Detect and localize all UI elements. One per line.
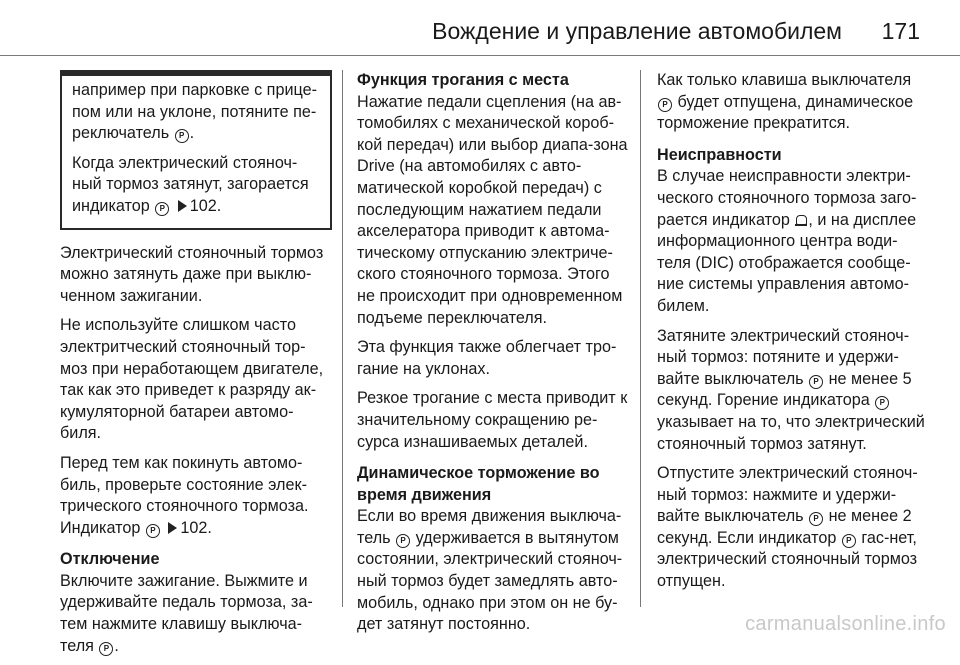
note-paragraph: например при парковке с прице-пом или на уклоне, потяните пе-реключатель P .	[72, 81, 317, 143]
parking-brake-icon: P	[155, 202, 169, 216]
note-paragraph: Когда электрический стояноч-ный тормоз затянут, загорается индикатор P 102.	[72, 153, 309, 215]
parking-brake-icon: P	[809, 512, 823, 526]
body-paragraph: Нажатие педали сцепления (на ав-томобилях с механической короб-кой передач) или выбор диапа-зона Drive (на автомобилях с авто-матической коробкой передач) с последующим нажатием педали акселератора приводит к автома-тическому отпусканию электриче-ского стояночного тормоза. Этого не происходит при одновременном подъеме переключателя.	[357, 92, 628, 327]
column-middle	[357, 70, 629, 644]
parking-brake-icon: P	[875, 396, 889, 410]
section-heading: Динамическое торможение во время движения	[357, 464, 600, 504]
body-paragraph: Отпустите электрический стояноч-ный тормоз: нажмите и удержи-вайте выключатель P не менее 2 секунд. Если индикатор P гас-нет, электрический стояночный тормоз отпущен.	[657, 464, 918, 591]
parking-brake-icon: P	[99, 642, 113, 656]
body-paragraph: Перед тем как покинуть автомо-биль, проверьте состояние элек-трического стояночного тормоза. Индикатор P 102.	[60, 453, 309, 537]
cross-reference-arrow-icon	[168, 522, 177, 534]
parking-brake-icon: P	[809, 375, 823, 389]
body-paragraph: Резкое трогание с места приводит к значительному сокращению ре-сурса изнашиваемых деталей.	[357, 389, 628, 451]
column-divider	[640, 70, 641, 607]
body-paragraph: Эта функция также облегчает тро-гание на уклонах.	[357, 338, 617, 378]
section-heading: Неисправности	[657, 145, 782, 164]
body-paragraph: Если во время движения выключа-тель P удерживается в вытянутом состоянии, электрический стояноч-ный тормоз будет замедлять авто-мобиль, однако при этом он не бу-дет затянут постоянно.	[357, 507, 623, 634]
body-paragraph: Не используйте слишком часто электритческий стояночный тор-моз при неработающем двигателе, так как это приведет к разряду ак-кумуляторной батареи автомо-биля.	[60, 316, 324, 443]
column-left	[60, 70, 332, 665]
body-paragraph: Электрический стояночный тормоз можно затянуть даже при выклю-ченном зажигании.	[60, 243, 324, 305]
header-divider	[0, 55, 960, 56]
parking-brake-icon: P	[396, 534, 410, 548]
parking-brake-icon: P	[175, 129, 189, 143]
parking-brake-icon: P	[146, 524, 160, 538]
column-right	[657, 70, 929, 601]
note-box	[60, 70, 332, 230]
parking-brake-icon: P	[842, 534, 856, 548]
page-header	[0, 0, 960, 56]
section-heading: Функция трогания с места	[357, 71, 569, 89]
page-number: 171	[881, 18, 920, 44]
body-paragraph: Затяните электрический стояноч-ный тормоз: потяните и удержи-вайте выключатель P не менее 5 секунд. Горение индикатора P указывает на то, что электрический стояночный тормоз затянут.	[657, 326, 925, 453]
column-divider	[342, 70, 343, 607]
cross-reference-arrow-icon	[178, 200, 187, 212]
parking-brake-icon: P	[658, 98, 672, 112]
body-paragraph: Включите зажигание. Выжмите и удерживайте педаль тормоза, за-тем нажмите клавишу выключа-теля P .	[60, 571, 313, 655]
watermark-text: carmanualsonline.info	[745, 613, 946, 635]
brake-warning-icon	[795, 214, 807, 226]
body-paragraph: В случае неисправности электри-ческого стояночного тормоза заго-рается индикатор , и на дисплее информационного центра води-теля (DIC) отображается сообще-ние системы управления автомо-билем.	[657, 167, 917, 315]
body-paragraph: Как только клавиша выключателя P будет отпущена, динамическое торможение прекратится.	[657, 71, 914, 133]
section-heading: Отключение	[60, 550, 160, 569]
page-title: Вождение и управление автомобилем	[432, 18, 842, 44]
